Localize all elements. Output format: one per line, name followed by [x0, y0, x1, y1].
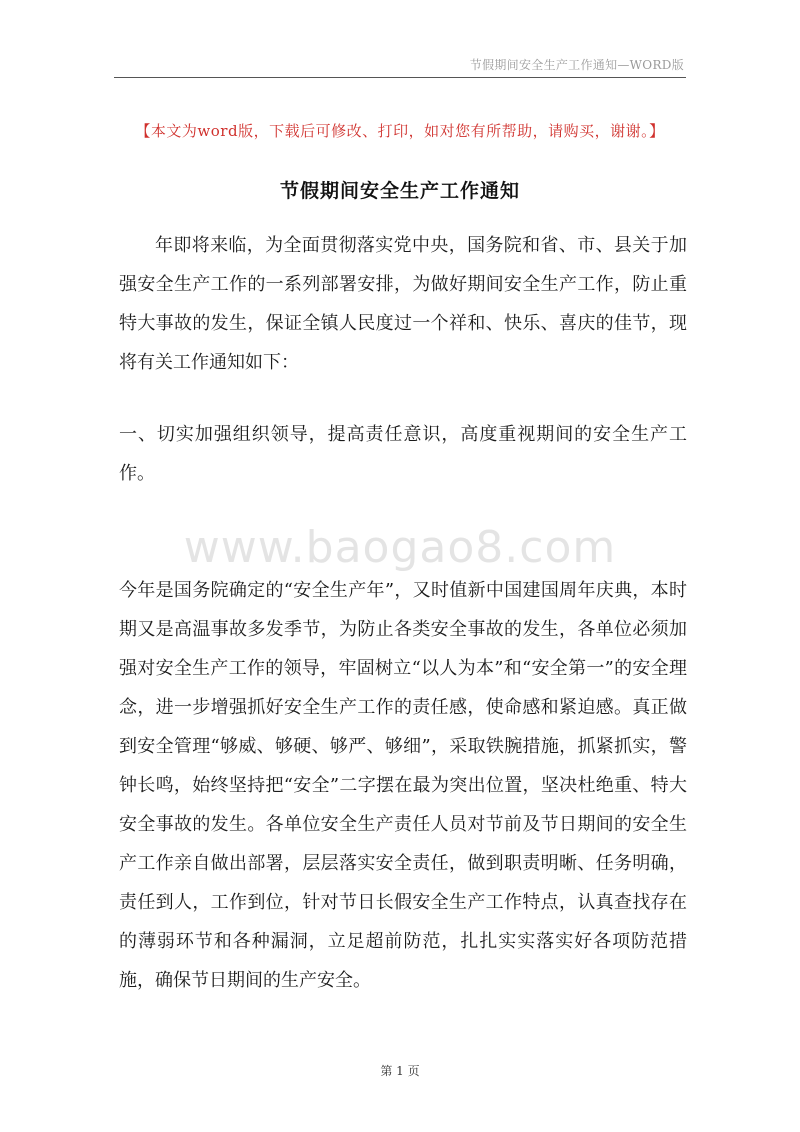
document-body — [119, 226, 687, 1000]
section-body-paragraph: 今年是国务院确定的“安全生产年”，又时值新中国建国周年庆典，本时期又是高温事故多发季节，为防止各类安全事故的发生，各单位必须加强对安全生产工作的领导，牢固树立“以人为本”和“安全第一”的安全理念，进一步增强抓好安全生产工作的责任感，使命感和紧迫感。真正做到安全管理“够威、够硬、够严、够细”，采取铁腕措施，抓紧抓实，警钟长鸣，始终坚持把“安全”二字摆在最为突出位置，坚决杜绝重、特大安全事故的发生。各单位安全生产责任人员对节前及节日期间的安全生产工作亲自做出部署，层层落实安全责任，做到职责明晰、任务明确，责任到人，工作到位，针对节日长假安全生产工作特点，认真查找存在的薄弱环节和各种漏洞，立足超前防范，扎扎实实落实好各项防范措施，确保节日期间的生产安全。 — [119, 580, 687, 991]
paragraph-spacer — [119, 382, 687, 415]
intro-paragraph: 年即将来临，为全面贯彻落实党中央，国务院和省、市、县关于加强安全生产工作的一系列部署安排，为做好期间安全生产工作，防止重特大事故的发生，保证全镇人民度过一个祥和、快乐、喜庆的佳节，现将有关工作通知如下： — [119, 235, 687, 373]
running-header: 节假期间安全生产工作通知—WORD版 — [469, 58, 684, 72]
document-title: 节假期间安全生产工作通知 — [279, 180, 520, 202]
page-number: 第 1 页 — [380, 1064, 420, 1078]
paragraph-spacer — [119, 493, 687, 571]
section-heading: 一、切实加强组织领导，提高责任意识，高度重视期间的安全生产工作。 — [119, 424, 687, 484]
watermark: www.baogao8.com — [183, 522, 617, 573]
purchase-notice: 【本文为word版，下载后可修改、打印，如对您有所帮助，请购买，谢谢。】 — [135, 122, 665, 140]
header-rule — [114, 77, 686, 78]
